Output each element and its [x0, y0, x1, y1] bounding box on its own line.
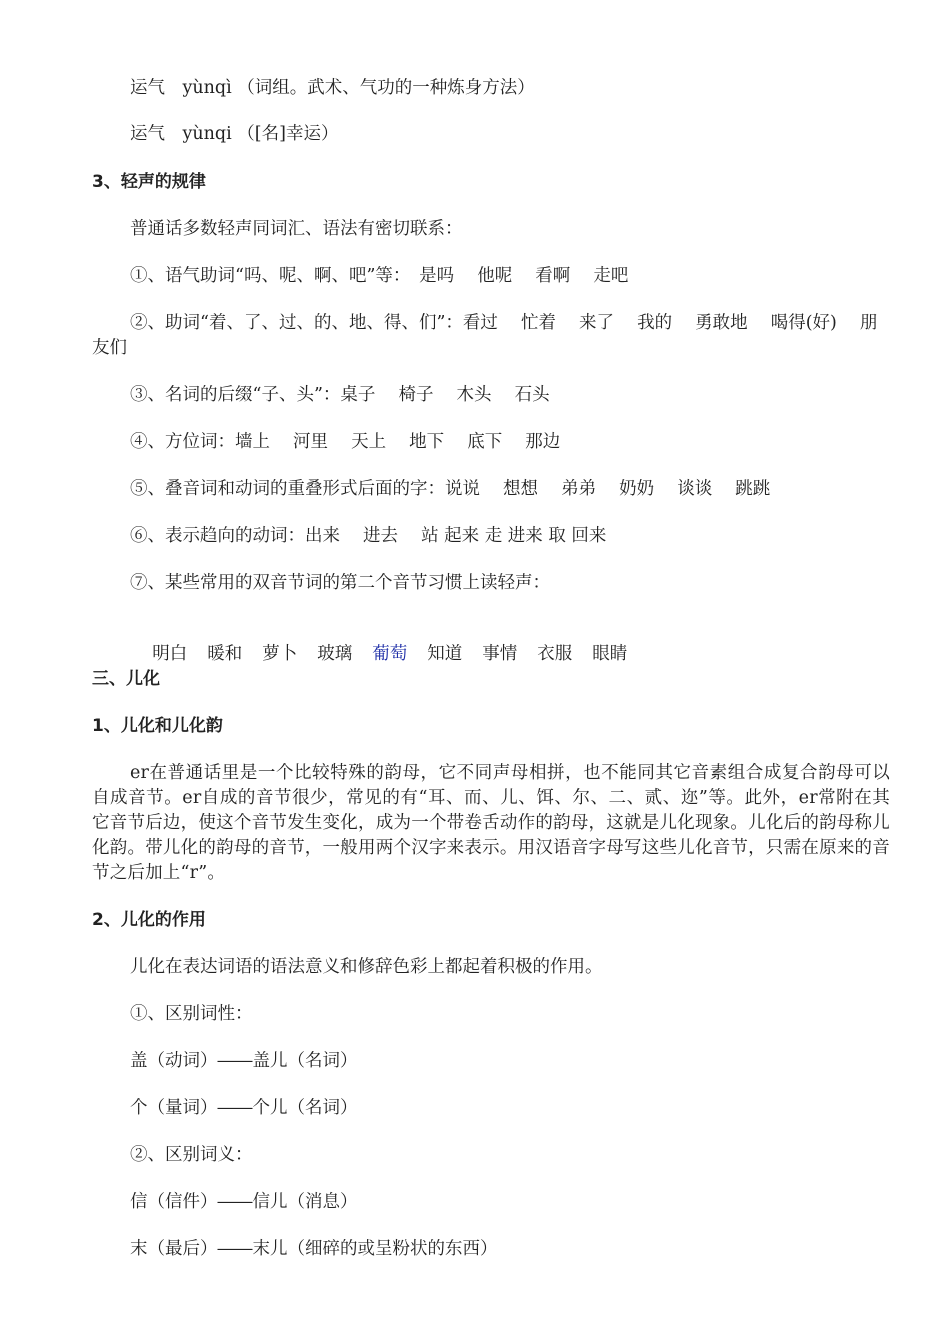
word-item: 暖和	[207, 644, 243, 664]
text-line: 运气 yùnqì （词组。武术、气功的一种炼身方法）	[130, 78, 535, 98]
section-heading: 3、轻声的规律	[92, 172, 206, 192]
section-heading: 三、儿化	[92, 669, 160, 689]
text-line: ②、区别词义：	[130, 1145, 253, 1165]
text-line: ⑥、表示趋向的动词：出来 进去 站 起来 走 进来 取 回来	[130, 526, 607, 546]
text-line: 友们	[92, 338, 127, 358]
word-list	[130, 618, 627, 690]
word-item: 事情	[482, 644, 518, 664]
word-item: 眼睛	[592, 644, 628, 664]
text-line: 末（最后）――末儿（细碎的或呈粉状的东西）	[130, 1239, 498, 1259]
subsection-heading: 2、儿化的作用	[92, 910, 206, 930]
text-line: 盖（动词）――盖儿（名词）	[130, 1051, 358, 1071]
text-line: 儿化在表达词语的语法意义和修辞色彩上都起着积极的作用。	[130, 957, 603, 977]
word-item: 玻璃	[317, 644, 353, 664]
word-item: 明白	[152, 644, 188, 664]
text-line: ①、语气助词“吗、呢、啊、吧”等： 是吗 他呢 看啊 走吧	[130, 266, 629, 286]
paragraph: er在普通话里是一个比较特殊的韵母，它不同声母相拼，也不能同其它音素组合成复合韵母可以自成音节。er自成的音节很少，常见的有“耳、而、儿、饵、尔、二、贰、迩”等。此外，er常附在其它音节后边，使这个音节发生变化，成为一个带卷舌动作的韵母，这就是儿化现象。儿化后的韵母称儿化韵。带儿化的韵母的音节，一般用两个汉字来表示。用汉语音字母写这些儿化音节，只需在原来的音节之后加上“r”。	[92, 763, 890, 883]
text-line: 普通话多数轻声同词汇、语法有密切联系：	[130, 219, 463, 239]
text-line: 个（量词）――个儿（名词）	[130, 1098, 358, 1118]
text-line: 运气 yùnqi （[名]幸运）	[130, 124, 339, 144]
word-item: 衣服	[537, 644, 573, 664]
word-item: 萝卜	[262, 644, 298, 664]
text-line: ⑦、某些常用的双音节词的第二个音节习惯上读轻声：	[130, 573, 550, 593]
text-line: ③、名词的后缀“子、头”：桌子 椅子 木头 石头	[130, 385, 550, 405]
word-item-link[interactable]: 葡萄	[372, 644, 408, 664]
text-line: 信（信件）――信儿（消息）	[130, 1192, 358, 1212]
text-line: ④、方位词：墙上 河里 天上 地下 底下 那边	[130, 432, 561, 452]
text-line: ⑤、叠音词和动词的重叠形式后面的字：说说 想想 弟弟 奶奶 谈谈 跳跳	[130, 479, 771, 499]
word-item: 知道	[427, 644, 463, 664]
text-line: ①、区别词性：	[130, 1004, 253, 1024]
subsection-heading: 1、儿化和儿化韵	[92, 716, 223, 736]
text-line: ②、助词“着、了、过、的、地、得、们”：看过 忙着 来了 我的 勇敢地 喝得(好) 朋	[130, 313, 878, 333]
